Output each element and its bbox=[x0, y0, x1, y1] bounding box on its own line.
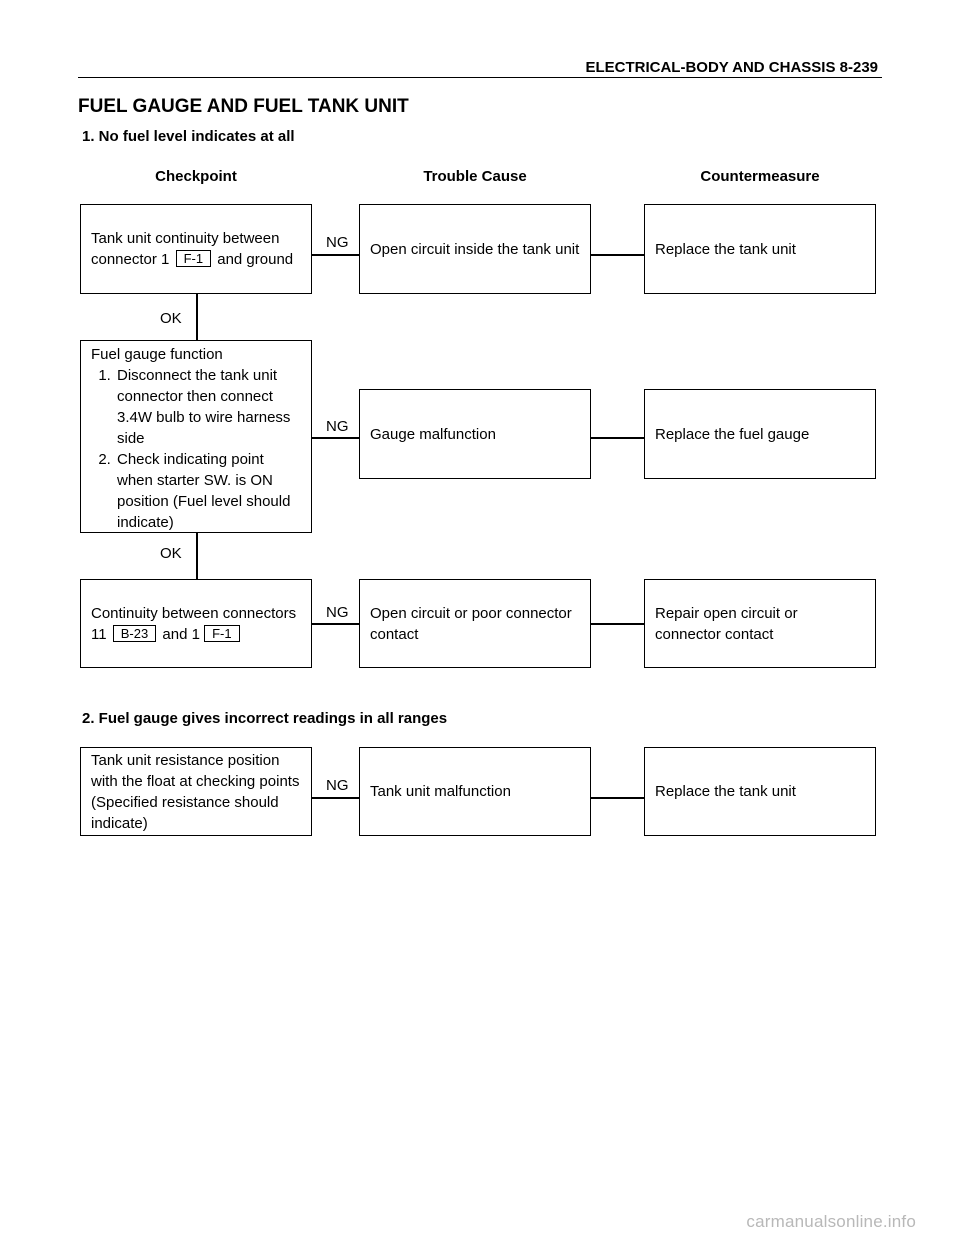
ng-label: NG bbox=[326, 777, 349, 794]
cause-open-circuit-connector bbox=[359, 579, 591, 668]
connector-badge-b23: B-23 bbox=[113, 625, 156, 642]
ng-label: NG bbox=[326, 418, 349, 435]
measure-repair-open-circuit bbox=[644, 579, 876, 668]
ng-label: NG bbox=[326, 604, 349, 621]
header-rule bbox=[78, 77, 882, 78]
checkpoint-title: Fuel gauge function bbox=[91, 346, 223, 363]
checkpoint-fuel-gauge-function bbox=[80, 340, 312, 533]
cause-text: Open circuit inside the tank unit bbox=[370, 240, 580, 258]
ok-connector-line bbox=[196, 294, 198, 340]
step-item: 2. Check indicating point when starter SW. is ON position (Fuel level should indicate) bbox=[115, 449, 301, 533]
ok-label: OK bbox=[160, 310, 182, 327]
checkpoint-continuity-connectors bbox=[80, 579, 312, 668]
cause-tank-unit-malfunction bbox=[359, 747, 591, 836]
section-2-heading: 2. Fuel gauge gives incorrect readings in all ranges bbox=[82, 710, 448, 727]
checkpoint-text: Tank unit continuity between connector 1 bbox=[91, 230, 280, 268]
checkpoint-tank-unit-resistance bbox=[80, 747, 312, 836]
site-watermark: carmanualsonline.info bbox=[746, 1212, 916, 1231]
measure-text: Repair open circuit or connector contact bbox=[655, 604, 798, 643]
cause-open-circuit-tank bbox=[359, 204, 591, 294]
ok-label: OK bbox=[160, 545, 182, 562]
page-header: ELECTRICAL-BODY AND CHASSIS 8-239 bbox=[585, 59, 878, 76]
column-header-countermeasure: Countermeasure bbox=[700, 168, 820, 185]
connector-line bbox=[591, 797, 644, 799]
connector-badge-f1: F-1 bbox=[176, 250, 212, 267]
measure-replace-fuel-gauge bbox=[644, 389, 876, 479]
ng-connector-line bbox=[312, 437, 359, 439]
measure-text: Replace the tank unit bbox=[655, 240, 796, 258]
connector-line bbox=[591, 254, 644, 256]
page-title: FUEL GAUGE AND FUEL TANK UNIT bbox=[78, 96, 409, 117]
checkpoint-tank-unit-continuity bbox=[80, 204, 312, 294]
checkpoint-steps bbox=[91, 365, 301, 533]
ng-connector-line bbox=[312, 797, 359, 799]
column-header-trouble-cause: Trouble Cause bbox=[423, 168, 527, 185]
ng-label: NG bbox=[326, 234, 349, 251]
checkpoint-text-end: and ground bbox=[217, 251, 294, 268]
step-item: 1. Disconnect the tank unit connector then connect 3.4W bulb to wire harness side bbox=[115, 365, 301, 449]
cause-gauge-malfunction bbox=[359, 389, 591, 479]
cause-text: Open circuit or poor connector contact bbox=[370, 604, 572, 643]
checkpoint-text: Continuity between connectors 11 bbox=[91, 604, 297, 643]
connector-line bbox=[591, 623, 644, 625]
checkpoint-text-mid: and 1 bbox=[162, 625, 200, 643]
measure-replace-tank-unit bbox=[644, 204, 876, 294]
cause-text: Gauge malfunction bbox=[370, 425, 496, 443]
connector-line bbox=[591, 437, 644, 439]
connector-badge-f1: F-1 bbox=[204, 625, 240, 642]
column-header-checkpoint: Checkpoint bbox=[155, 168, 237, 185]
checkpoint-text: Tank unit resistance position with the float at checking points (Specified resistance should indicate) bbox=[91, 751, 300, 832]
measure-text: Replace the tank unit bbox=[655, 783, 796, 800]
ng-connector-line bbox=[312, 254, 359, 256]
section-1-heading: 1. No fuel level indicates at all bbox=[82, 128, 295, 145]
cause-text: Tank unit malfunction bbox=[370, 783, 511, 800]
measure-replace-tank-unit-2 bbox=[644, 747, 876, 836]
measure-text: Replace the fuel gauge bbox=[655, 425, 810, 443]
ng-connector-line bbox=[312, 623, 359, 625]
ok-connector-line bbox=[196, 533, 198, 579]
